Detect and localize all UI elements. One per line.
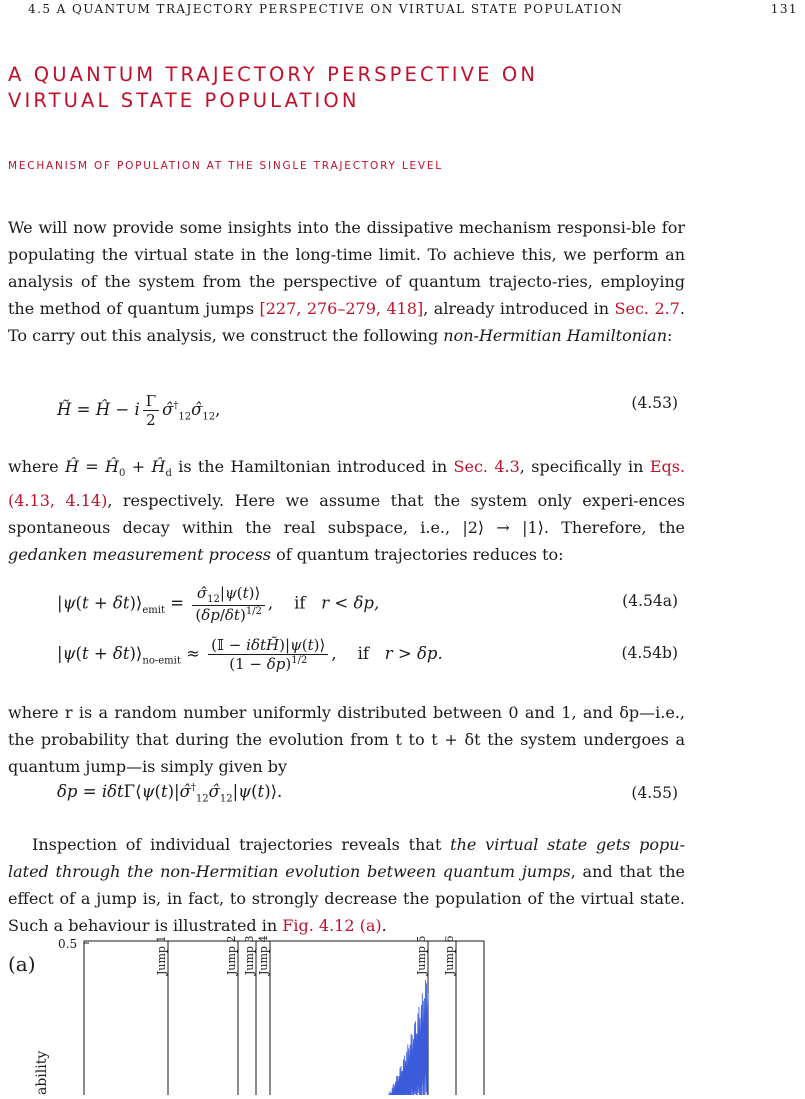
paragraph-hamiltonian: where Ĥ = $Ĥ_0$ + $Ĥ_d$ is the Hamiltonian introduced in Sec. 4.3, specifically in Eqs. (4.13, 4.14), respectively. Here we assume that the system only experi-ences spontaneous decay within the real subspace, i.e., |2⟩ → |1⟩. Therefore, the gedanken measurement process of quantum trajectories reduces to:	[8, 457, 686, 565]
figure-ref-link[interactable]: Fig. 4.12 (a)	[282, 916, 382, 935]
text: .	[381, 916, 387, 935]
text: We will now provide some insights into the dissipative mechanism responsi-ble for populating the virtual state in the long-time limit. To achieve this, we perform an analysis of the system from the perspective of quantum trajecto-ries, employing the method of quantum jumps	[8, 218, 685, 318]
text: of quantum trajectories reduces to:	[271, 545, 564, 565]
equation-body: H̃ = Ĥ − i $\frac{\Gamma}{2}$ $\sigmâ^\dagger_{12}\sigmâ_{12}$,	[57, 392, 221, 429]
condition-if: if	[357, 644, 369, 663]
running-header	[28, 2, 798, 26]
trajectory-plot	[0, 898, 805, 1095]
section-ref-link[interactable]: Sec. 4.3	[453, 457, 520, 476]
jump-label: Jump 2	[225, 935, 238, 975]
equation-number: (4.55)	[631, 784, 678, 802]
condition-if: if	[294, 593, 306, 613]
equation-number: (4.54a)	[622, 592, 678, 610]
chapter-title-line1: A QUANTUM TRAJECTORY PERSPECTIVE ON	[8, 63, 539, 86]
population-trace	[374, 980, 428, 1095]
text: , respectively. Here we assume that the system only experi-ences spontaneous decay within the real subspace, i.e., |2⟩ → |1⟩. Therefore, the	[8, 491, 686, 538]
section-title: MECHANISM OF POPULATION AT THE SINGLE TRAJECTORY LEVEL	[8, 160, 443, 172]
figure-4-12a	[0, 898, 805, 1095]
equation-4-53	[0, 388, 690, 429]
panel-label: (a)	[8, 952, 36, 976]
jump-label: Jump 6	[443, 935, 456, 975]
y-axis-label: ability	[34, 1050, 50, 1095]
condition: r > δp.	[384, 644, 443, 663]
equation-number: (4.54b)	[621, 644, 678, 662]
equation-body: $|\psi(t + \delta t)⟩_{emit}$ = $\frac{\sigmâ_{12}|\psi(t)⟩}{(\delta p/\delta t)^{1/2}}$ , if r < δp,	[57, 584, 380, 624]
citation-link[interactable]: [227, 276–279, 418]	[259, 299, 424, 318]
equation-number: (4.53)	[631, 394, 678, 412]
text: Inspection of individual trajectories reveals that	[32, 835, 451, 854]
jump-label: Jump 3	[243, 935, 256, 975]
page-number: 131	[770, 2, 798, 16]
paragraph-intro	[8, 214, 685, 349]
equation-body: $\delta p = i\delta t\Gamma⟨\psi(t)|\sigmâ^\dagger_{12}\sigmâ_{12}|\psi(t)⟩$.	[57, 782, 283, 805]
text: where	[8, 457, 65, 476]
jump-label: Jump 4	[257, 935, 270, 975]
equation-4-54a	[0, 582, 690, 624]
emphasis: non-Hermitian Hamiltonian	[443, 326, 668, 345]
emphasis: the virtual state gets popu-lated through the non-Hermitian evolution between quantum jumps	[8, 835, 686, 881]
text: :	[667, 326, 673, 345]
text: is the Hamiltonian introduced in	[171, 457, 454, 476]
equation-4-55	[0, 778, 690, 814]
chapter-title-line2: VIRTUAL STATE POPULATION	[8, 89, 360, 112]
equation-body: $|\psi(t + \delta t)⟩_{no-emit}$ ≈ $\frac{\text{(𝕀 − iδtH̃)|ψ(t)⟩}}{(1 - \delta p)^{1/2}}$ , if r > δp.	[57, 636, 443, 673]
equation-ref-link[interactable]: Eqs. (4.13, 4.14)	[8, 457, 686, 511]
section-ref-link[interactable]: Sec. 2.7	[614, 299, 680, 318]
jump-label: Jump 5	[415, 935, 428, 975]
y-tick-label: 0.5	[58, 937, 78, 951]
jump-label: Jump 1	[155, 935, 168, 975]
text: . To carry out this analysis, we construct the following	[8, 299, 686, 345]
text: , and that the effect of a jump is, in fact, to strongly decrease the population of the virtual state. Such a behaviour is illustrated in	[8, 862, 685, 935]
text: , specifically in	[519, 457, 650, 476]
emphasis: gedanken measurement process	[8, 545, 271, 565]
equation-4-54b	[0, 634, 690, 676]
paragraph-random-number: where r is a random number uniformly distributed between 0 and 1, and δp—i.e., the probability that during the evolution from t to t + δt the system undergoes a quantum jump—is simply given by	[8, 703, 685, 776]
running-title: 4.5 A QUANTUM TRAJECTORY PERSPECTIVE ON VIRTUAL STATE POPULATION	[28, 2, 623, 16]
text: , already introduced in	[423, 299, 615, 318]
condition: r < δp,	[321, 593, 380, 613]
chapter-title	[8, 62, 688, 114]
